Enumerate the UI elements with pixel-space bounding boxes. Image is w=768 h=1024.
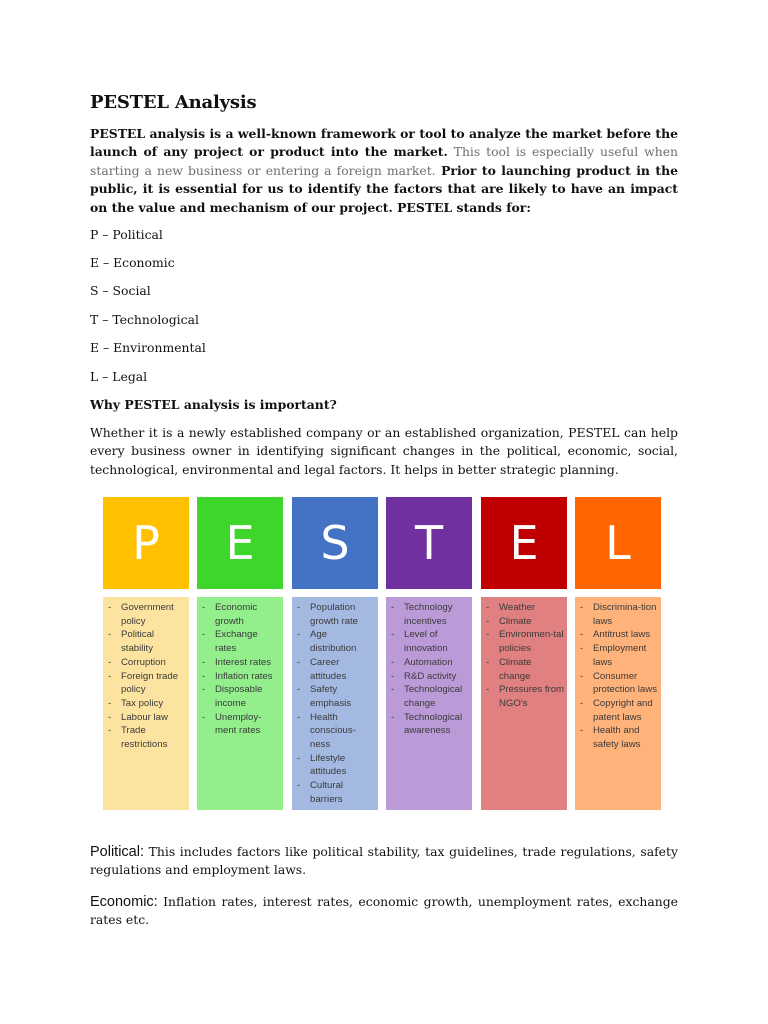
pestel-factors-technological [386,597,472,810]
pestel-factor-item: - Technological change [389,683,470,710]
pestel-factor-list [389,601,470,738]
economic-text: Inflation rates, interest rates, economic growth, unemployment rates, exchange rates etc. [90,894,678,928]
list-item-economic: E – Economic [90,255,175,270]
pestel-factors-legal [575,597,661,810]
pestel-column-environmental [481,497,567,810]
pestel-factor-item: - Career attitudes [295,656,376,683]
pestel-factor-item: - Disposable income [200,683,281,710]
list-item-political: P – Political [90,227,163,242]
pestel-factors-political [103,597,189,810]
pestel-factor-item: - Exchange rates [200,628,281,655]
economic-label: Economic: [90,894,158,910]
intro-paragraph [90,125,678,217]
pestel-factor-item: - Antitrust laws [578,628,659,642]
pestel-factor-item: - Tax policy [106,697,187,711]
pestel-diagram [103,497,661,810]
political-paragraph [90,843,678,880]
political-label: Political: [90,844,144,860]
pestel-factor-item: - Economic growth [200,601,281,628]
pestel-letter-political: P [103,497,189,589]
list-item-technological: T – Technological [90,312,199,327]
pestel-factors-economic [197,597,283,810]
pestel-factor-list [106,601,187,752]
pestel-factor-item: - R&D activity [389,670,470,684]
pestel-factor-item: - Labour law [106,711,187,725]
pestel-factor-list [200,601,281,738]
list-item-environmental: E – Environmental [90,340,206,355]
pestel-factor-item: - Health and safety laws [578,724,659,751]
pestel-factor-list [484,601,565,711]
pestel-factor-item: - Discrimina-tion laws [578,601,659,628]
pestel-letter-technological: T [386,497,472,589]
pestel-factor-item: - Pressures from NGO's [484,683,565,710]
pestel-factor-item: - Age distribution [295,628,376,655]
pestel-factor-list [295,601,376,807]
pestel-factor-item: - Government policy [106,601,187,628]
pestel-factor-item: - Unemploy-ment rates [200,711,281,738]
pestel-letter-economic: E [197,497,283,589]
pestel-factor-item: - Technological awareness [389,711,470,738]
pestel-column-technological [386,497,472,810]
pestel-letter-social: S [292,497,378,589]
pestel-factor-item: - Consumer protection laws [578,670,659,697]
pestel-letter-legal: L [575,497,661,589]
pestel-factor-list [578,601,659,752]
pestel-factor-item: - Interest rates [200,656,281,670]
list-item-social: S – Social [90,283,151,298]
pestel-factor-item: - Climate change [484,656,565,683]
why-paragraph: Whether it is a newly established company or an established organization, PESTEL can help every business owner in identifying significant changes in the political, economic, social, technological, environmental and legal factors. It helps in better strategic planning. [90,425,678,477]
pestel-factors-social [292,597,378,810]
pestel-factor-item: - Trade restrictions [106,724,187,751]
pestel-factor-item: - Employment laws [578,642,659,669]
political-text: This includes factors like political stability, tax guidelines, trade regulations, safety regulations and employment laws. [90,844,678,878]
pestel-column-economic [197,497,283,810]
pestel-factor-item: - Foreign trade policy [106,670,187,697]
pestel-factor-item: - Automation [389,656,470,670]
pestel-factor-item: - Health conscious-ness [295,711,376,752]
pestel-factor-item: - Environmen-tal policies [484,628,565,655]
pestel-letter-environmental: E [481,497,567,589]
list-item-legal: L – Legal [90,369,148,384]
why-heading: Why PESTEL analysis is important? [90,397,337,412]
pestel-factor-item: - Level of innovation [389,628,470,655]
pestel-factor-item: - Inflation rates [200,670,281,684]
pestel-factor-item: - Population growth rate [295,601,376,628]
intro-part-3: Prior to launching product in the public, it is essential for us to identify the factors that are likely to have an impact on the value and mechanism of our project. PESTEL stands for: [90,162,678,215]
pestel-column-social [292,497,378,810]
intro-part-2-highlight: This tool is especially useful when starting a new business or entering a foreign market. [90,144,679,178]
intro-part-1: PESTEL analysis is a well-known framework or tool to analyze the market before the launch of any project or product into the market. [90,126,678,160]
economic-paragraph [90,893,678,930]
pestel-factor-item: - Climate [484,615,565,629]
page-title: PESTEL Analysis [90,92,257,113]
pestel-factor-item: - Cultural barriers [295,779,376,806]
pestel-column-legal [575,497,661,810]
pestel-factor-item: - Weather [484,601,565,615]
pestel-factor-item: - Safety emphasis [295,683,376,710]
pestel-factor-item: - Copyright and patent laws [578,697,659,724]
pestel-factors-environmental [481,597,567,810]
pestel-factor-item: - Corruption [106,656,187,670]
pestel-column-political [103,497,189,810]
pestel-factor-item: - Lifestyle attitudes [295,752,376,779]
pestel-factor-item: - Political stability [106,628,187,655]
pestel-factor-item: - Technology incentives [389,601,470,628]
